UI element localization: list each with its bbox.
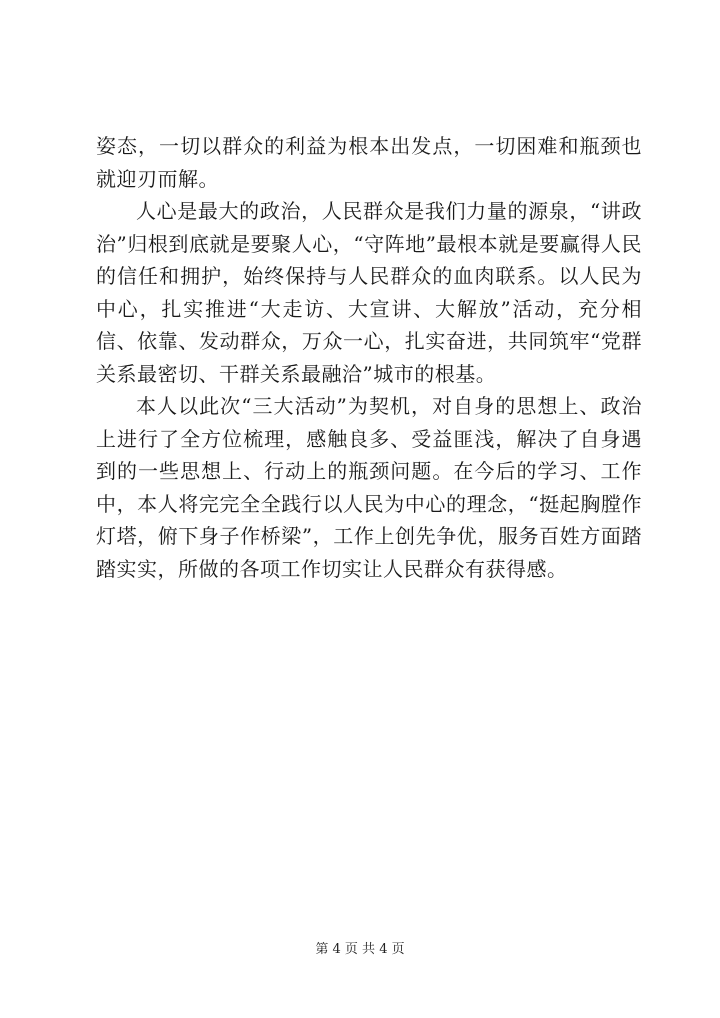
paragraph-continuation: 姿态，一切以群众的利益为根本出发点，一切困难和瓶颈也就迎刃而解。 (96, 134, 642, 191)
page-number-footer: 第 4 页 共 4 页 (315, 942, 405, 957)
document-body (96, 130, 642, 585)
paragraph-people-centered: 人心是最大的政治，人民群众是我们力量的源泉，“讲政治”归根到底就是要聚人心，“守阵地”最根本就是要赢得人民的信任和拥护，始终保持与人民群众的血肉联系。以人民为中心，扎实推进“大走访、大宣讲、大解放”活动，充分相信、依靠、发动群众，万众一心，扎实奋进，共同筑牢“党群关系最密切、干群关系最融洽”城市的根基。 (96, 199, 642, 386)
paragraph-personal-reflection: 本人以此次“三大活动”为契机，对自身的思想上、政治上进行了全方位梳理，感触良多、受益匪浅，解决了自身遇到的一些思想上、行动上的瓶颈问题。在今后的学习、工作中，本人将完完全全践行以人民为中心的理念，“挺起胸膛作灯塔，俯下身子作桥梁”，工作上创先争优，服务百姓方面踏踏实实，所做的各项工作切实让人民群众有获得感。 (96, 394, 642, 581)
